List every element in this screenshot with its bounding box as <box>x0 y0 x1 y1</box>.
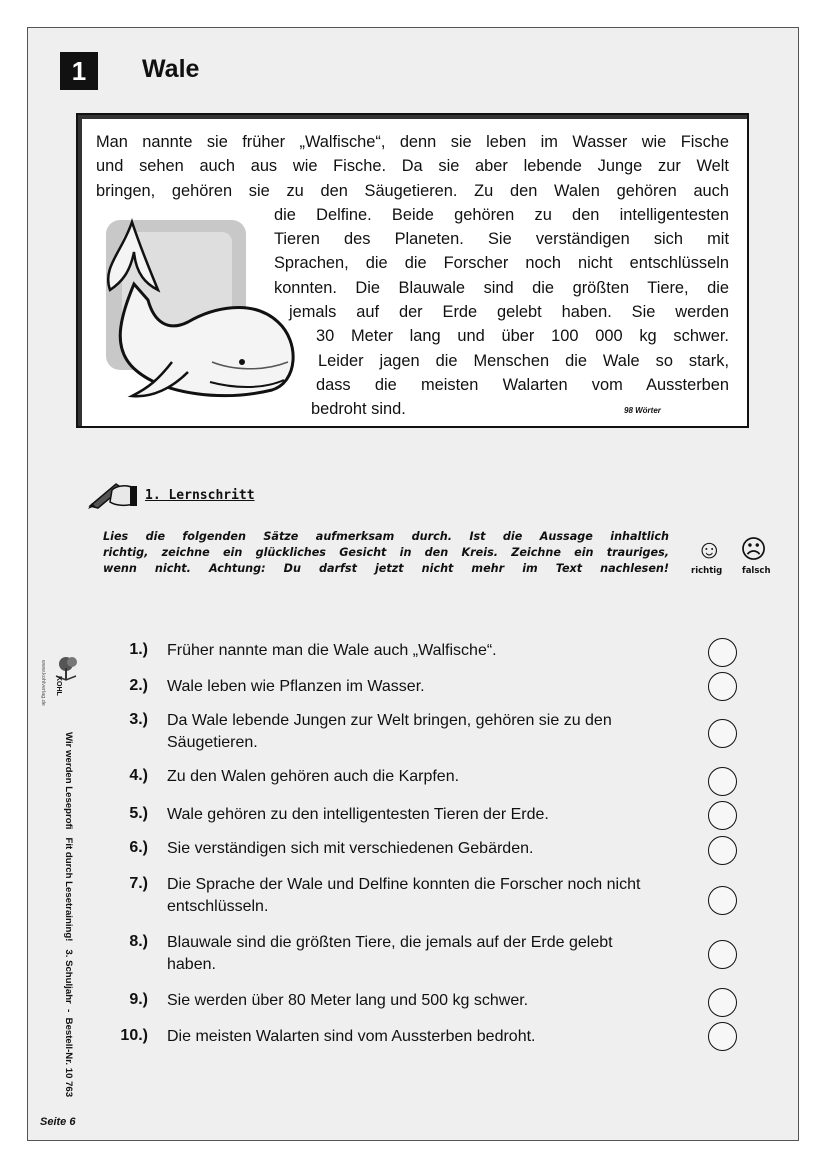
question-text: Wale gehören zu den intelligentesten Tieren der Erde. <box>167 806 549 823</box>
text-line: und sehen auch aus wie Fische. Da sie aber lebende Junge zur Welt <box>96 157 729 176</box>
text-line: 30 Meter lang und über 100 000 kg schwer. <box>316 327 729 346</box>
text-line: Man nannte sie früher „Walfische“, denn sie leben im Wasser wie Fische <box>96 133 729 151</box>
answer-circle-8[interactable] <box>708 940 737 969</box>
answer-circle-2[interactable] <box>708 672 737 701</box>
question-number: 6.) <box>129 839 148 856</box>
question-text: Da Wale lebende Jungen zur Welt bringen, gehören sie zu den Säugetieren. <box>167 712 612 751</box>
question-text: Sie werden über 80 Meter lang und 500 kg schwer. <box>167 992 529 1009</box>
question-number: 2.) <box>129 677 148 694</box>
page-title: Wale <box>142 55 200 83</box>
question-text: Die Sprache der Wale und Delfine konnten die Forscher noch nicht entschlüsseln. <box>167 876 641 915</box>
lernschritt-title: 1. Lernschritt <box>145 488 255 503</box>
answer-circle-10[interactable] <box>708 1022 737 1051</box>
question-text: Die meisten Walarten sind vom Aussterben bedroht. <box>167 1028 536 1045</box>
answer-circle-1[interactable] <box>708 638 737 667</box>
book-series-text: Wir werden Leseprofi Fit durch Lesetraining! 3. Schuljahr - Bestell-Nr. 10 763 <box>63 732 74 1098</box>
text-line: bringen, gehören sie zu den Säugetieren. Zu den Walen gehören auch <box>96 181 729 200</box>
question-number: 3.) <box>129 711 148 728</box>
instruction-text <box>103 529 669 577</box>
sad-face-icon: ☹ <box>740 534 768 564</box>
question-text: Früher nannte man die Wale auch „Walfische“. <box>167 642 497 659</box>
question-number: 5.) <box>129 805 148 822</box>
text-line: dass die meisten Walarten vom Aussterben <box>316 375 729 394</box>
label-falsch: falsch <box>742 566 771 576</box>
instruction-line: richtig, zeichne ein glückliches Gesicht in den Kreis. Zeichne ein trauriges, <box>103 546 669 559</box>
question-text: Sie verständigen sich mit verschiedenen Gebärden. <box>167 840 534 857</box>
question-number: 4.) <box>129 767 148 784</box>
publisher-url: www.kohlverlag.de <box>40 660 46 706</box>
word-count: 98 Wörter <box>624 406 661 415</box>
answer-circle-6[interactable] <box>708 836 737 865</box>
text-line: die Delfine. Beide gehören zu den intelligentesten <box>274 205 729 224</box>
text-line: konnten. Die Blauwale sind die größten Tiere, die <box>274 278 729 297</box>
publisher-name: KOHL <box>55 676 62 696</box>
question-number: 8.) <box>129 933 148 950</box>
happy-face-icon: ☺ <box>696 534 723 564</box>
text-line: Sprachen, die die Forscher noch nicht entschlüsseln <box>274 254 729 273</box>
page-number: Seite 6 <box>40 1116 76 1128</box>
text-line: Tieren des Planeten. Sie verständigen sich mit <box>274 230 729 249</box>
answer-circle-4[interactable] <box>708 767 737 796</box>
answer-circle-5[interactable] <box>708 801 737 830</box>
text-line: jemals auf der Erde gelebt haben. Sie werden <box>289 303 729 322</box>
answer-circle-9[interactable] <box>708 988 737 1017</box>
reading-text <box>96 130 729 422</box>
question-number: 9.) <box>129 991 148 1008</box>
chapter-number: 1 <box>60 52 98 90</box>
text-line: Leider jagen die Menschen die Wale so stark, <box>318 351 729 370</box>
question-number: 7.) <box>129 875 148 892</box>
answer-circle-7[interactable] <box>708 886 737 915</box>
instruction-line: Lies die folgenden Sätze aufmerksam durch. Ist die Aussage inhaltlich <box>103 530 669 543</box>
question-text: Wale leben wie Pflanzen im Wasser. <box>167 678 425 695</box>
answer-circle-3[interactable] <box>708 719 737 748</box>
instruction-line: wenn nicht. Achtung: Du darfst jetzt nicht mehr im Text nachlesen! <box>103 562 669 575</box>
text-line: bedroht sind. <box>311 400 406 419</box>
question-text: Blauwale sind die größten Tiere, die jemals auf der Erde gelebt haben. <box>167 934 613 973</box>
question-number: 1.) <box>129 641 148 658</box>
question-number: 10.) <box>120 1027 148 1044</box>
writing-hand-icon <box>86 476 138 510</box>
label-richtig: richtig <box>691 566 723 576</box>
question-text: Zu den Walen gehören auch die Karpfen. <box>167 768 460 785</box>
